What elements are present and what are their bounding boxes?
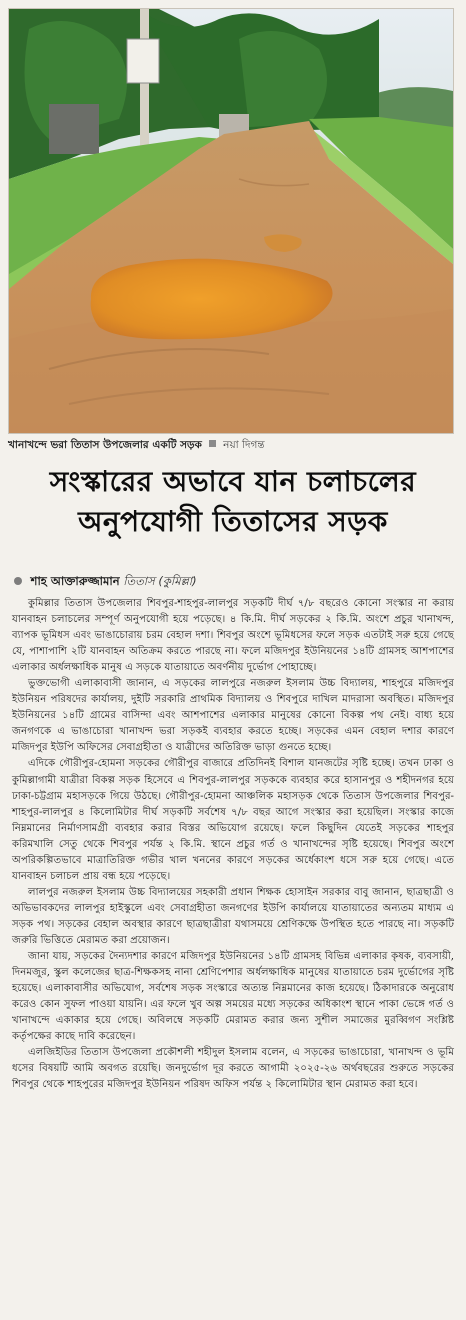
photo-caption bbox=[8, 436, 452, 454]
byline-author: শাহ আক্তারুজ্জামান bbox=[30, 574, 120, 588]
byline bbox=[14, 572, 454, 590]
article-body bbox=[12, 596, 454, 1093]
article-paragraph: জানা যায়, সড়কের দৈন্যদশার কারণে মজিদপুর ইউনিয়নের ১৪টি গ্রামসহ বিভিন্ন এলাকার কৃষক, ব্যবসায়ী, দিনমজুর, স্কুল কলেজের ছাত্র-শিক্ষকসহ নানা শ্রেণিপেশার অর্ধলক্ষাধিক মানুষের যাতায়াতে চরম দুর্ভোগের সৃষ্টি হয়েছে। এলাকাবাসীর অভিযোগ, সর্বশেষ সড়ক সংস্কারে অত্যন্ত নিম্নমানের কাজ হয়েছে। ঠিকাদারকে অনুরোধ করেও কোন সুফল পাওয়া যায়নি। এর ফলে খুব অল্প সময়ের মধ্যে সড়কের অধিকাংশ স্থানে পাকা ভেঙ্গে গর্ত ও খানাখন্দে একাকার হয়ে গেছে। অবিলম্বে সড়কটি মেরামত করার জন্য সুশীল সমাজের মুরব্বিগণ সংশ্লিষ্ট কর্তৃপক্ষের কাছে দাবি করেছেন। bbox=[12, 951, 454, 1043]
bullet-icon bbox=[14, 577, 22, 585]
article-paragraph: এলজিইডির তিতাস উপজেলা প্রকৌশলী শহীদুল ইসলাম বলেন, এ সড়কের ভাঙাচোরা, খানাখন্দ ও ভূমি ধসের বিষয়টি আমি অবগত রয়েছি। জনদুর্ভোগ দূর করতে আগামী ২০২৫-২৬ অর্থবছরের শুরুতে সড়কের শিবপুর থেকে শাহপুরের মজিদপুর ইউনিয়ন পরিষদ অফিস পর্যন্ত ২ কিলোমিটার স্থান মেরামত করা হবে। bbox=[12, 1047, 454, 1091]
headline-line-2: অনুপযোগী তিতাসের সড়ক bbox=[78, 505, 388, 538]
byline-location: তিতাস (কুমিল্লা) bbox=[123, 574, 197, 588]
article-paragraph: লালপুর নজরুল ইসলাম উচ্চ বিদ্যালয়ের সহকারী প্রধান শিক্ষক হোসাইন সরকার বাবু জানান, ছাত্রছাত্রী ও অভিভাবকদের লালপুর হাইস্কুলে এবং সেবাগ্রহীতা জনগণের ইউপি কার্যালয়ে যাতায়াতের অন্যতম মাধ্যম এ সড়ক পথ। সড়কের বেহাল অবস্থার কারণে ছাত্রছাত্রীরা যথাসময়ে শ্রেণিকক্ষে উপস্থিত হতে পারছে না। সড়কটি জরুরি ভিত্তিতে মেরামত করা প্রয়োজন। bbox=[12, 886, 454, 946]
square-bullet-icon bbox=[209, 440, 216, 447]
headline bbox=[0, 462, 466, 542]
caption-text: খানাখন্দে ভরা তিতাস উপজেলার একটি সড়ক bbox=[8, 439, 202, 451]
photo-credit: নয়া দিগন্ত bbox=[223, 439, 265, 451]
headline-line-1: সংস্কারের অভাবে যান চলাচলের bbox=[49, 465, 417, 498]
article-paragraph: কুমিল্লার তিতাস উপজেলার শিবপুর-শাহপুর-লালপুর সড়কটি দীর্ঘ ৭/৮ বছরেও কোনো সংস্কার না করায় যানবাহন চলাচলের সম্পূর্ণ অনুপযোগী হয়ে পড়েছে। ৪ কি.মি. দীর্ঘ সড়কের ২ কি.মি. অংশে প্রচুর খানাখন্দ, ব্যাপক ভূমিধস এবং ভাঙাচোরায় চরম বেহাল দশা। শিবপুর অংশে ভূমিধসের ফলে সড়ক এতটাই সরু হয়ে গেছে যে, পাশাপাশি ২টি যানবাহন অতিক্রম করতে পারছে না। ফলে মজিদপুর ইউনিয়নের ১৪টি গ্রামসহ আশপাশের এলাকার অর্ধলক্ষাধিক মানুষ এ সড়কে যাতায়াতে অবর্ণনীয় দুর্ভোগ পোহাচ্ছে। bbox=[12, 598, 454, 674]
article-paragraph: এদিকে গৌরীপুর-হোমনা সড়কের গৌরীপুর বাজারে প্রতিদিনই বিশাল যানজটের সৃষ্টি হচ্ছে। তখন ঢাকা ও কুমিল্লাগামী যাত্রীরা বিকল্প সড়ক হিসেবে এ শিবপুর-লালপুর সড়ককে ব্যবহার করে হাসানপুর ও শহীদনগর হয়ে ঢাকা-চট্টগ্রাম মহাসড়কে গিয়ে উঠছে। গৌরীপুর-হোমনা আঞ্চলিক মহাসড়ক থেকে তিতাস উপজেলার শিবপুর-শাহপুর-লালপুর ৪ কিলোমিটার দীর্ঘ সড়কটি সর্বশেষ ৭/৮ বছর আগে সংস্কার করা হয়েছিল। সংস্কার কাজে নিম্নমানের নির্মাণসামগ্রী ব্যবহার করার বিস্তর অভিযোগ রয়েছে। ফলে কিছুদিন যেতেই সড়কের শাহপুর করিমখালি সেতু থেকে শিবপুর পর্যন্ত ২ কি.মি. স্থানে প্রচুর গর্ত ও খানাখন্দের সৃষ্টি হয়েছে। শিবপুর অংশে অপরিকল্পিতভাবে মাত্রাতিরিক্ত গভীর খাল খননের কারণে সড়কের অর্ধেকাংশ ধসে সরু হয়ে গেছে। এতে যানবাহন চলাচল প্রায় বন্ধ হয়ে পড়েছে। bbox=[12, 758, 454, 882]
road-photo-image bbox=[9, 9, 453, 433]
road-photo bbox=[8, 8, 454, 434]
article-paragraph: ভুক্তভোগী এলাকাবাসী জানান, এ সড়কের লালপুরে নজরুল ইসলাম উচ্চ বিদ্যালয়, শাহপুরে মজিদপুর ইউনিয়ন পরিষদের কার্যালয়, দুইটি সরকারি প্রাথমিক বিদ্যালয় ও শিবপুরে দাখিল মাদরাসা অবস্থিত। মজিদপুর ইউনিয়নের ১৪টি গ্রামের বাসিন্দা এবং আশপাশের এলাকার মানুষের কোনো বিকল্প পথ নেই। বাধ্য হয়ে জনগণকে এ ভাঙাচোরা খানাখন্দ ভরা সড়কই ব্যবহার করতে হচ্ছে। সড়কের এমন বেহাল দশার কারণে মজিদপুর ইউপি অফিসের সেবাগ্রহীতা ও যাত্রীদের অতিরিক্ত ভাড়া গুনতে হচ্ছে। bbox=[12, 678, 454, 754]
